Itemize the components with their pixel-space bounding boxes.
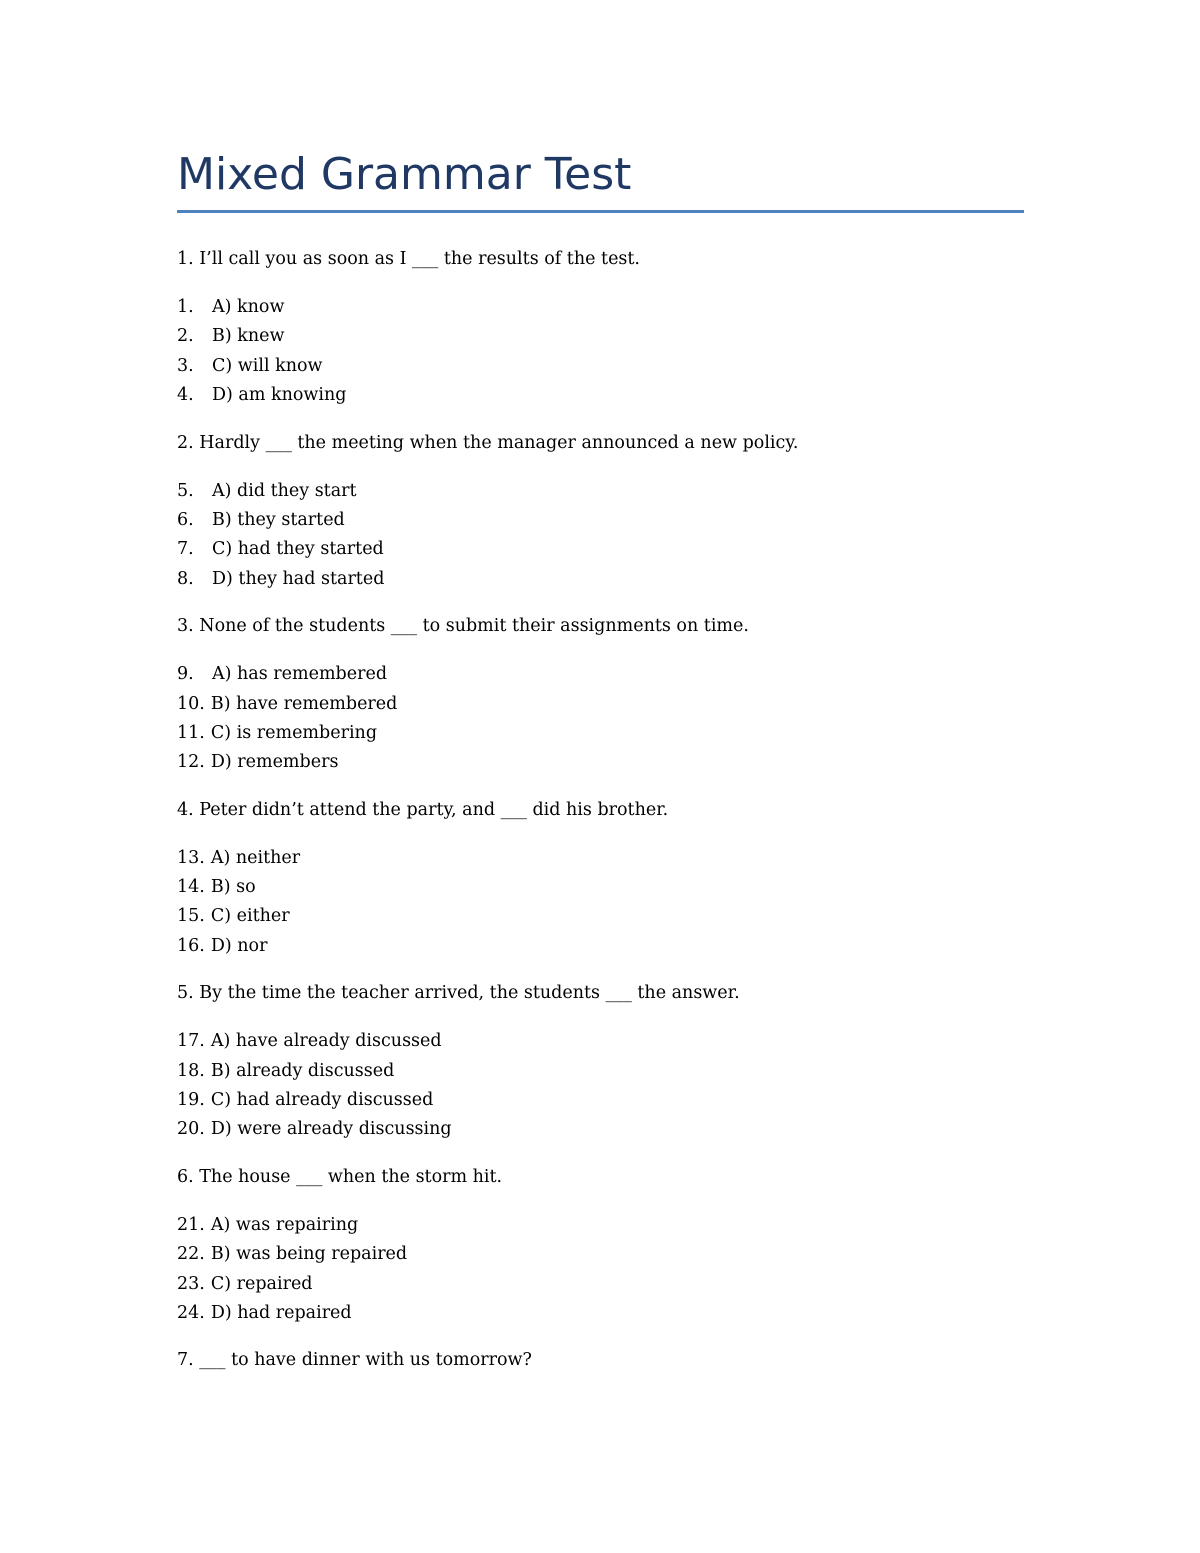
option-text: A) neither	[210, 847, 301, 868]
question-text: 1. I’ll call you as soon as I ___ the results of the test.	[177, 249, 640, 269]
option-number: 24.	[177, 1302, 205, 1323]
option-list	[177, 1027, 1024, 1145]
option-item	[177, 1270, 1024, 1299]
option-text: B) they started	[212, 509, 345, 530]
option-item	[177, 932, 1024, 961]
option-item	[177, 293, 1024, 322]
option-number: 15.	[177, 906, 205, 927]
option-item	[177, 1211, 1024, 1240]
option-number: 5.	[177, 480, 194, 501]
option-item	[177, 719, 1024, 748]
option-item	[177, 873, 1024, 902]
option-item	[177, 1240, 1024, 1269]
option-number: 19.	[177, 1090, 205, 1111]
option-number: 2.	[177, 326, 194, 347]
option-item	[177, 1086, 1024, 1115]
option-text: C) had they started	[212, 539, 384, 560]
option-item	[177, 902, 1024, 931]
option-text: D) were already discussing	[210, 1119, 452, 1140]
option-number: 20.	[177, 1119, 205, 1140]
option-number: 7.	[177, 539, 194, 560]
option-list	[177, 844, 1024, 962]
option-text: D) had repaired	[210, 1302, 352, 1323]
option-text: C) repaired	[210, 1273, 313, 1294]
option-item	[177, 1115, 1024, 1144]
option-number: 16.	[177, 935, 205, 956]
option-text: D) am knowing	[212, 385, 347, 406]
option-number: 3.	[177, 355, 194, 376]
option-item	[177, 1057, 1024, 1086]
option-number: 11.	[177, 722, 205, 743]
option-number: 17.	[177, 1031, 205, 1052]
option-item	[177, 322, 1024, 351]
option-item	[177, 690, 1024, 719]
question-text: 5. By the time the teacher arrived, the students ___ the answer.	[177, 983, 740, 1004]
option-text: B) have remembered	[210, 693, 398, 714]
option-item	[177, 1299, 1024, 1328]
question-block-4	[177, 797, 1024, 962]
option-number: 23.	[177, 1273, 205, 1294]
option-text: B) knew	[212, 326, 285, 347]
option-text: A) know	[212, 297, 285, 317]
question-list	[177, 246, 1024, 1373]
option-text: D) nor	[210, 935, 268, 956]
option-text: A) have already discussed	[210, 1031, 442, 1052]
option-item	[177, 844, 1024, 873]
option-item	[177, 352, 1024, 381]
option-number: 1.	[177, 297, 194, 317]
option-text: D) remembers	[210, 752, 339, 773]
document-title: Mixed Grammar Test	[177, 149, 632, 200]
title-underline	[177, 210, 1024, 213]
option-number: 6.	[177, 509, 194, 530]
option-list	[177, 660, 1024, 778]
question-text: 7. ___ to have dinner with us tomorrow?	[177, 1350, 532, 1371]
option-text: C) had already discussed	[210, 1090, 434, 1111]
option-item	[177, 535, 1024, 564]
option-list	[177, 477, 1024, 595]
option-text: C) will know	[212, 355, 323, 376]
option-text: A) did they start	[212, 480, 357, 501]
option-list	[177, 1211, 1024, 1329]
question-text: 4. Peter didn’t attend the party, and ___ did his brother.	[177, 799, 669, 820]
option-item	[177, 565, 1024, 594]
option-list	[177, 293, 1024, 411]
option-text: B) already discussed	[210, 1060, 395, 1081]
option-text: C) either	[210, 906, 290, 927]
option-number: 10.	[177, 693, 205, 714]
option-number: 9.	[177, 664, 194, 685]
question-text: 2. Hardly ___ the meeting when the manager announced a new policy.	[177, 432, 799, 453]
question-block-1	[177, 246, 1024, 411]
option-text: A) has remembered	[212, 664, 388, 685]
option-number: 12.	[177, 752, 205, 773]
option-item	[177, 506, 1024, 535]
option-text: D) they had started	[212, 568, 385, 589]
option-number: 13.	[177, 847, 205, 868]
option-item	[177, 748, 1024, 777]
option-item	[177, 1027, 1024, 1056]
question-block-6	[177, 1164, 1024, 1329]
question-text: 6. The house ___ when the storm hit.	[177, 1166, 503, 1187]
question-block-3	[177, 613, 1024, 778]
option-number: 14.	[177, 877, 205, 898]
option-number: 22.	[177, 1244, 205, 1265]
option-number: 21.	[177, 1214, 205, 1235]
option-number: 18.	[177, 1060, 205, 1081]
document-page	[177, 148, 1024, 1394]
option-item	[177, 477, 1024, 506]
option-number: 4.	[177, 385, 194, 406]
option-item	[177, 381, 1024, 410]
question-text: 3. None of the students ___ to submit their assignments on time.	[177, 616, 749, 637]
question-block-5	[177, 980, 1024, 1145]
option-text: B) was being repaired	[210, 1244, 408, 1265]
option-text: B) so	[210, 877, 256, 898]
option-text: A) was repairing	[210, 1214, 359, 1235]
question-block-7	[177, 1347, 1024, 1373]
question-block-2	[177, 430, 1024, 595]
option-item	[177, 660, 1024, 689]
option-text: C) is remembering	[210, 722, 378, 743]
option-number: 8.	[177, 568, 194, 589]
